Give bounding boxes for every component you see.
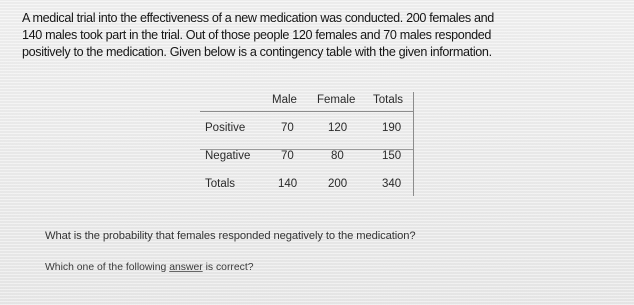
cell-negative-male: 70 <box>281 150 294 162</box>
contingency-table <box>196 90 418 197</box>
cell-totals-male: 140 <box>278 178 298 190</box>
table-right-border <box>413 92 414 196</box>
problem-line-2: 140 males took part in the trial. Out of those people 120 females and 70 males responded <box>22 28 492 42</box>
cell-negative-female: 80 <box>331 150 344 162</box>
cell-totals-total: 340 <box>382 178 402 190</box>
answer-prompt-after: is correct? <box>202 262 254 273</box>
row-label-totals: Totals <box>205 178 236 190</box>
cell-positive-total: 190 <box>382 122 402 134</box>
answer-prompt-underlined: answer <box>169 262 203 273</box>
cell-totals-female: 200 <box>328 178 348 190</box>
table-header-divider <box>200 111 413 112</box>
column-header-male: Male <box>272 94 297 106</box>
cell-positive-female: 120 <box>328 122 348 134</box>
column-header-female: Female <box>317 94 356 106</box>
problem-line-3: positively to the medication. Given below is a contingency table with the given information. <box>22 45 492 59</box>
cell-positive-male: 70 <box>281 122 294 134</box>
row-label-negative: Negative <box>205 150 251 162</box>
row-label-positive: Positive <box>205 122 246 134</box>
problem-line-1: A medical trial into the effectiveness of a new medication was conducted. 200 females and <box>22 11 494 25</box>
cell-negative-total: 150 <box>382 150 402 162</box>
problem-statement <box>22 10 622 61</box>
column-header-totals: Totals <box>373 94 404 106</box>
answer-prompt-before: Which one of the following <box>45 262 170 273</box>
question-text: What is the probability that females responded negatively to the medication? <box>45 230 416 242</box>
answer-prompt <box>45 262 254 273</box>
